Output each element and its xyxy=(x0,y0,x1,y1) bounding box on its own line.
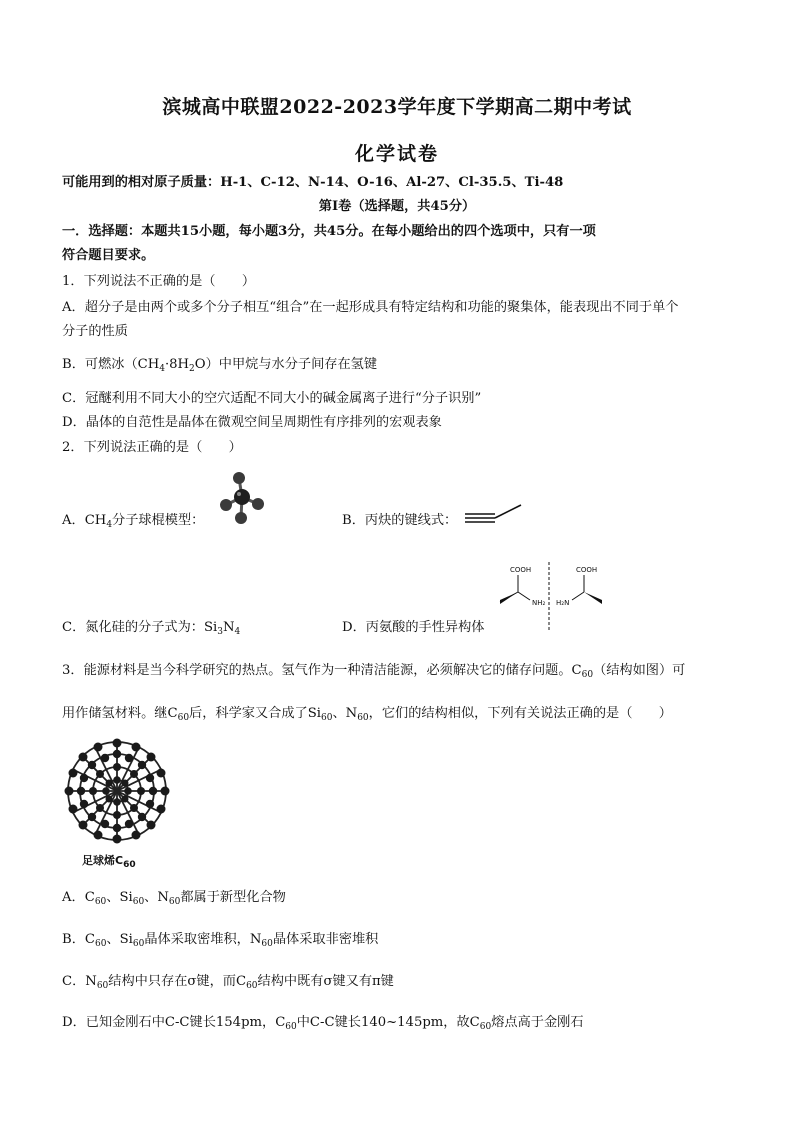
svg-text:COOH: COOH xyxy=(576,566,598,574)
q2-option-a: A．$CH_4$分子球棍模型： xyxy=(62,513,205,530)
q1-option-a-line1: A．超分子是由两个或多个分子相互“组合”在一起形成具有特定结构和功能的聚集体，能表现出不同于单个 xyxy=(62,300,679,315)
exam-title: 滨城高中联盟2022-2023学年度下学期高二期中考试 xyxy=(162,96,632,118)
ch4-ball-stick-model xyxy=(214,470,274,530)
section-instructions-line2: 符合题目要求。 xyxy=(62,248,155,263)
svg-text:H₂N: H₂N xyxy=(556,599,570,607)
q3-stem-line2: 用作储氢材料。继$C_{60}$后，科学家又合成了$Si_{60}$、$N_{60}$，它们的结构相似，下列有关说法正确的是（ ） xyxy=(62,706,672,723)
q2-stem: 2．下列说法正确的是（ ） xyxy=(62,440,242,455)
q1-option-d: D．晶体的自范性是晶体在微观空间呈周期性有序排列的宏观表象 xyxy=(62,415,442,430)
section-instructions-line1: 一．选择题：本题共15小题，每小题3分，共45分。在每小题给出的四个选项中，只有一项 xyxy=(62,224,596,239)
q3-option-d: D．已知金刚石中C-C键长154pm，$C_{60}$中C-C键长140~145pm，故$C_{60}$熔点高于金刚石 xyxy=(62,1015,584,1032)
q1-option-b: B．可燃冰$(CH_4\cdot 8H_2O)$中甲烷与水分子间存在氢键 xyxy=(62,357,378,374)
q3-option-b: B．$C_{60}$、$Si_{60}$晶体采取密堆积，$N_{60}$晶体采取非密堆积 xyxy=(62,932,379,949)
q1-stem: 1．下列说法不正确的是（ ） xyxy=(62,274,256,289)
volume-title: 第Ⅰ卷（选择题，共45分） xyxy=(318,199,476,214)
exam-subtitle: 化学试卷 xyxy=(354,143,439,165)
q3-stem-line1: 3．能源材料是当今科学研究的热点。氢气作为一种清洁能源，必须解决它的储存问题。$C_{60}$（结构如图）可 xyxy=(62,663,686,680)
q2-option-b: B．丙炔的键线式： xyxy=(342,513,458,528)
q1-option-c: C．冠醚利用不同大小的空穴适配不同大小的碱金属离子进行“分子识别” xyxy=(62,391,482,406)
q3-option-c: C．$N_{60}$结构中只存在σ键，而$C_{60}$结构中既有σ键又有π键 xyxy=(62,974,394,991)
q3-option-a: A．$C_{60}$、$Si_{60}$、$N_{60}$都属于新型化合物 xyxy=(62,890,286,907)
c60-fullerene-figure xyxy=(62,738,172,850)
propyne-skeletal-formula xyxy=(463,500,527,526)
q2-option-d: D．丙氨酸的手性异构体 xyxy=(342,620,485,635)
q2-option-c: C．氮化硅的分子式为：$Si_3N_4$ xyxy=(62,620,241,637)
q1-option-a-line2: 分子的性质 xyxy=(62,324,128,339)
svg-text:COOH: COOH xyxy=(510,566,532,574)
atomic-masses: 可能用到的相对原子质量：H-1、C-12、N-14、O-16、Al-27、Cl-35.5、Ti-48 xyxy=(62,175,564,190)
svg-text:NH₂: NH₂ xyxy=(532,599,546,607)
c60-figure-caption: 足球烯$C_{60}$ xyxy=(82,854,136,870)
